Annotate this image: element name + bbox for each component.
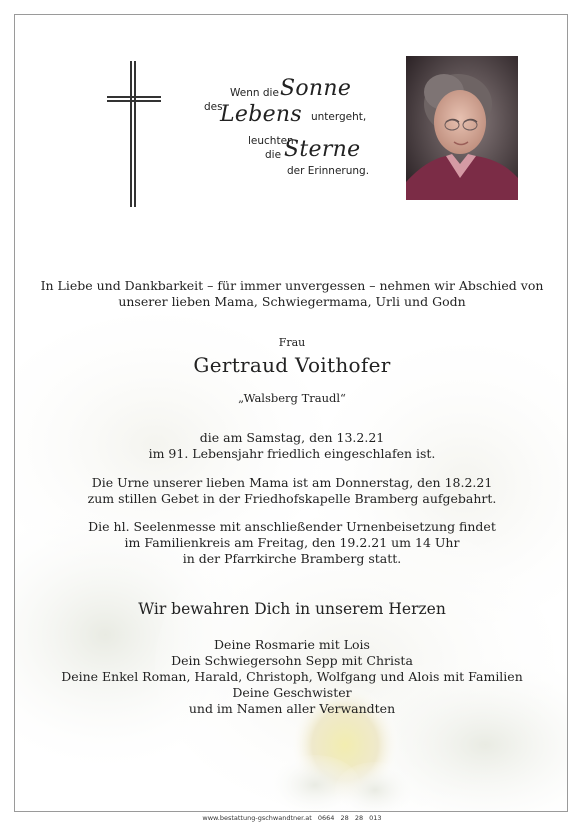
portrait-photo — [406, 56, 518, 200]
poem-word-lebens: Lebens — [220, 102, 302, 127]
footer-website[interactable]: www.bestattung-gschwandtner.at — [202, 814, 312, 822]
viewing-line: zum stillen Gebet in der Friedhofskapelle Bramberg aufgebahrt. — [87, 491, 497, 506]
obituary-card — [14, 14, 568, 812]
salutation: Frau — [278, 336, 306, 349]
mourner-line: Deine Geschwister — [232, 685, 352, 700]
poem-word-sonne: Sonne — [280, 76, 352, 101]
intro-line: In Liebe und Dankbarkeit – für immer unvergessen – nehmen wir Abschied von — [40, 278, 544, 293]
poem-text: Wenn die — [230, 87, 279, 99]
viewing-line: Die Urne unserer lieben Mama ist am Donnerstag, den 18.2.21 — [91, 475, 493, 490]
poem-word-sterne: Sterne — [284, 137, 361, 162]
mass-line: Die hl. Seelenmesse mit anschließender Urnenbeisetzung findet — [88, 519, 496, 534]
mourner-line: Dein Schwiegersohn Sepp mit Christa — [171, 653, 413, 668]
mourner-line: und im Namen aller Verwandten — [188, 701, 396, 716]
poem-verse — [200, 76, 370, 195]
footer-phone: 0664 28 28 013 — [317, 814, 382, 822]
poem-text: des — [204, 101, 223, 113]
deceased-name: Gertraud Voithofer — [193, 353, 391, 377]
nickname: „Walsberg Traudl“ — [238, 391, 346, 405]
mass-line: im Familienkreis am Freitag, den 19.2.21 um 14 Uhr — [124, 535, 460, 550]
death-line: die am Samstag, den 13.2.21 — [199, 430, 385, 445]
poem-text: untergeht, — [311, 111, 367, 123]
mass-line: in der Pfarrkirche Bramberg statt. — [182, 551, 402, 566]
poem-text: der Erinnerung. — [287, 165, 370, 177]
poem-text: die — [265, 149, 282, 161]
mourner-line: Deine Rosmarie mit Lois — [214, 637, 370, 652]
motto: Wir bewahren Dich in unserem Herzen — [138, 600, 446, 618]
poem-text: leuchten — [248, 135, 294, 147]
mourner-line: Deine Enkel Roman, Harald, Christoph, Wolfgang und Alois mit Familien — [61, 669, 523, 684]
death-line: im 91. Lebensjahr friedlich eingeschlafen ist. — [148, 446, 436, 461]
cross-icon — [107, 61, 161, 207]
footer-contact — [0, 814, 584, 822]
intro-line: unserer lieben Mama, Schwiegermama, Urli und Godn — [118, 294, 466, 309]
